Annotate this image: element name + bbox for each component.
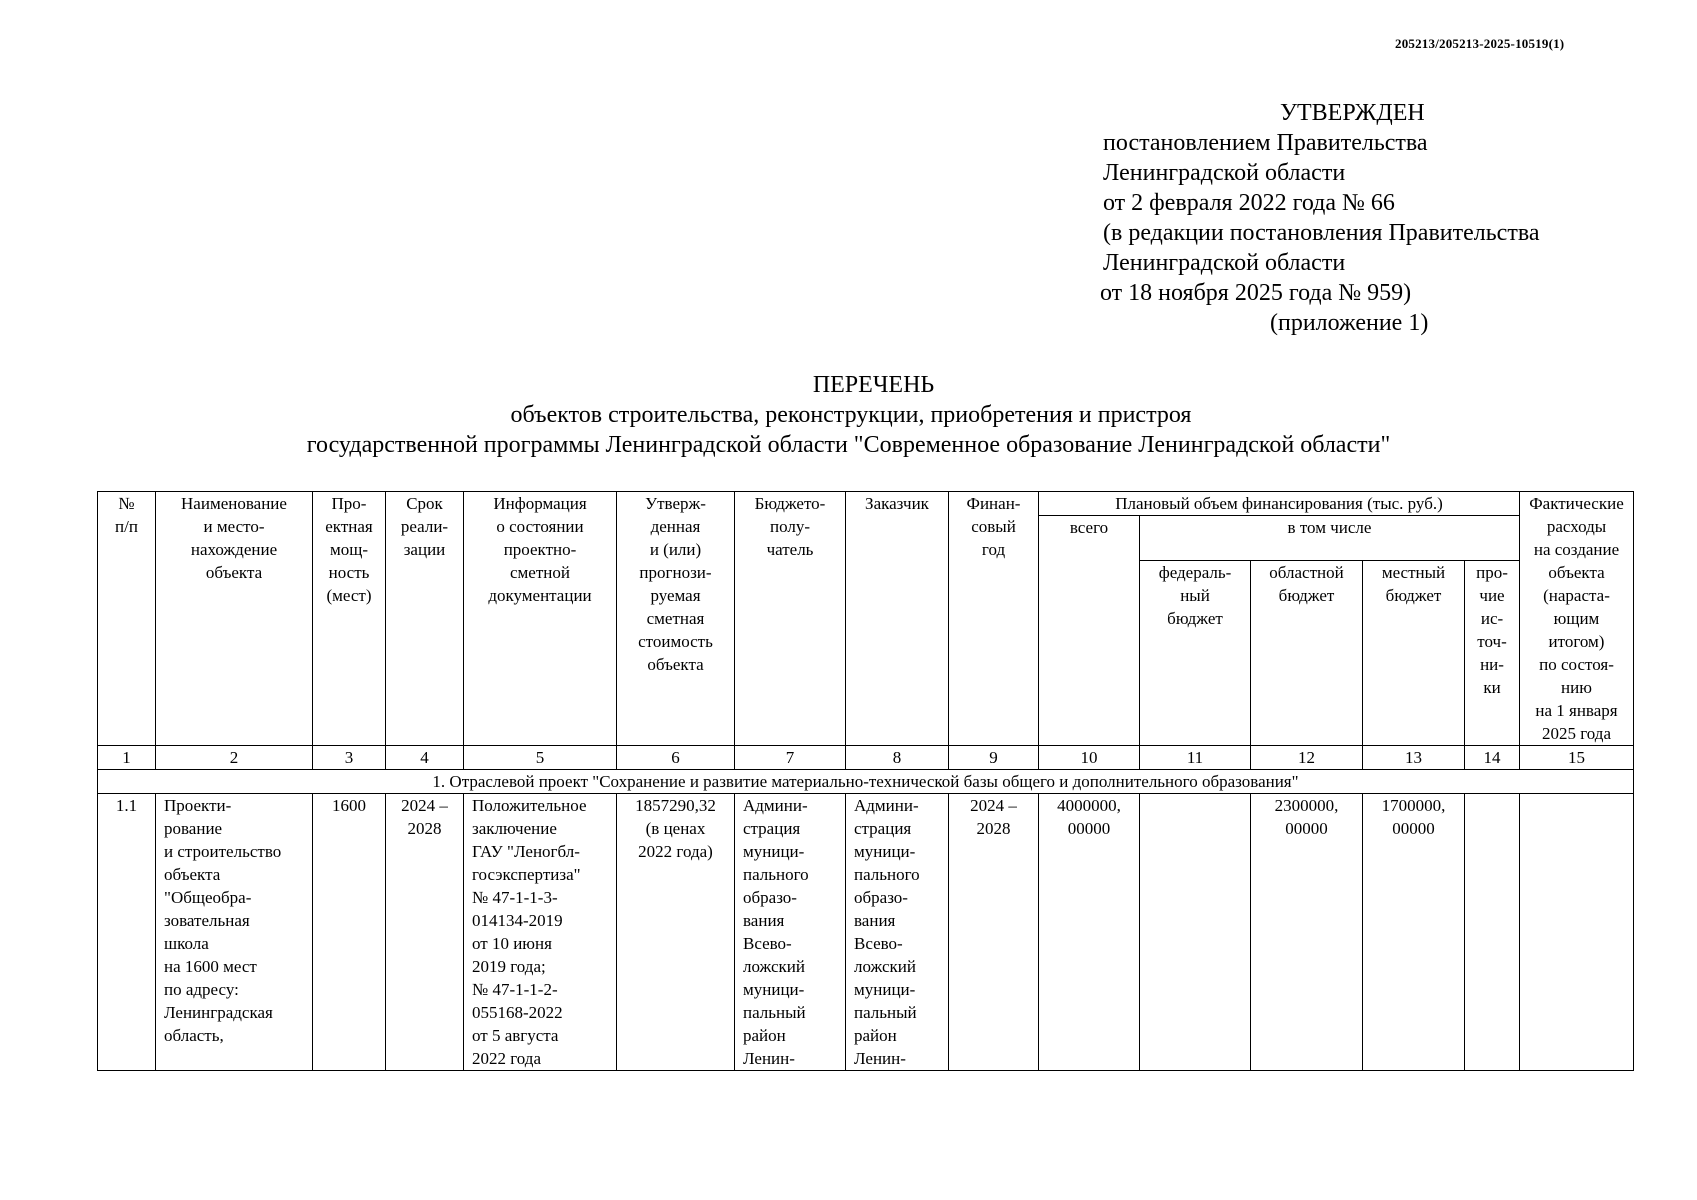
document-title: ПЕРЕЧЕНЬ [812,372,935,398]
table-row [98,794,1634,1071]
table-header-row [98,492,1634,516]
row-other [1465,794,1520,1071]
column-number: 6 [617,746,735,770]
header-federal: федераль- ный бюджет [1140,561,1251,746]
approval-line: от 18 ноября 2025 года № 959) [1100,280,1412,306]
approval-block [1100,98,1540,338]
header-planned-group: Плановый объем финансирования (тыс. руб.) [1039,492,1520,516]
header-cost: Утверж- денная и (или) прогнози- руемая сметная стоимость объекта [617,492,735,746]
header-docs: Информация о состоянии проектно- сметной документации [464,492,617,746]
row-regional: 2300000, 00000 [1251,794,1363,1071]
header-regional: областной бюджет [1251,561,1363,746]
row-recipient: Админи- страция муници- пального образо- вания Всево- ложский муници- пальный район Ленин- [735,794,846,1071]
column-number: 10 [1039,746,1140,770]
objects-table [97,491,1634,1071]
document-subtitle: объектов строительства, реконструкции, приобретения и пристроя [510,402,1192,428]
column-number: 14 [1465,746,1520,770]
header-name: Наименование и место- нахождение объекта [156,492,313,746]
column-number: 7 [735,746,846,770]
row-term: 2024 – 2028 [386,794,464,1071]
row-cost: 1857290,32 (в ценах 2022 года) [617,794,735,1071]
row-docs: Положительное заключение ГАУ "Леногбл- госэкспертиза" № 47-1-1-3- 014134-2019 от 10 июня 2019 года; № 47-1-1-2- 055168-2022 от 5 августа 2022 года [464,794,617,1071]
approval-line: от 2 февраля 2022 года № 66 [1103,190,1395,216]
header-term: Срок реали- зации [386,492,464,746]
approval-line: Ленинградской области [1103,250,1346,276]
row-actual [1520,794,1634,1071]
header-local: местный бюджет [1363,561,1465,746]
header-recipient: Бюджето- полу- чатель [735,492,846,746]
approval-line: Ленинградской области [1103,160,1346,186]
approval-line: постановлением Правительства [1103,130,1428,156]
row-local: 1700000, 00000 [1363,794,1465,1071]
column-number: 2 [156,746,313,770]
row-total: 4000000, 00000 [1039,794,1140,1071]
column-number: 9 [949,746,1039,770]
header-capacity: Про- ектная мощ- ность (мест) [313,492,386,746]
header-other: про- чие ис- точ- ни- ки [1465,561,1520,746]
header-including: в том числе [1140,516,1520,561]
column-number: 4 [386,746,464,770]
document-heading [0,370,1697,460]
approval-appendix: (приложение 1) [1270,310,1429,336]
approval-title: УТВЕРЖДЕН [1280,100,1425,126]
column-number: 13 [1363,746,1465,770]
row-year: 2024 – 2028 [949,794,1039,1071]
header-actual: Фактические расходы на создание объекта (нараста- ющим итогом) по состоя- нию на 1 января 2025 года [1520,492,1634,746]
row-capacity: 1600 [313,794,386,1071]
column-number: 15 [1520,746,1634,770]
column-number: 5 [464,746,617,770]
header-num: № п/п [98,492,156,746]
column-number: 1 [98,746,156,770]
column-number: 11 [1140,746,1251,770]
header-total: всего [1039,516,1140,746]
approval-line: (в редакции постановления Правительства [1103,220,1540,246]
header-customer: Заказчик [846,492,949,746]
column-numbers-row [98,746,1634,770]
section-title: 1. Отраслевой проект "Сохранение и развитие материально-технической базы общего и дополнительного образования" [98,770,1634,794]
column-number: 8 [846,746,949,770]
column-number: 3 [313,746,386,770]
section-row [98,770,1634,794]
row-customer: Админи- страция муници- пального образо- вания Всево- ложский муници- пальный район Ленин- [846,794,949,1071]
header-year: Финан- совый год [949,492,1039,746]
document-id: 205213/205213-2025-10519(1) [1395,36,1565,51]
column-number: 12 [1251,746,1363,770]
row-num: 1.1 [98,794,156,1071]
row-name: Проекти- рование и строительство объекта "Общеобра- зовательная школа на 1600 мест по адресу: Ленинградская область, [156,794,313,1071]
document-subtitle: государственной программы Ленинградской области "Современное образование Ленинградской области" [306,432,1391,458]
row-federal [1140,794,1251,1071]
